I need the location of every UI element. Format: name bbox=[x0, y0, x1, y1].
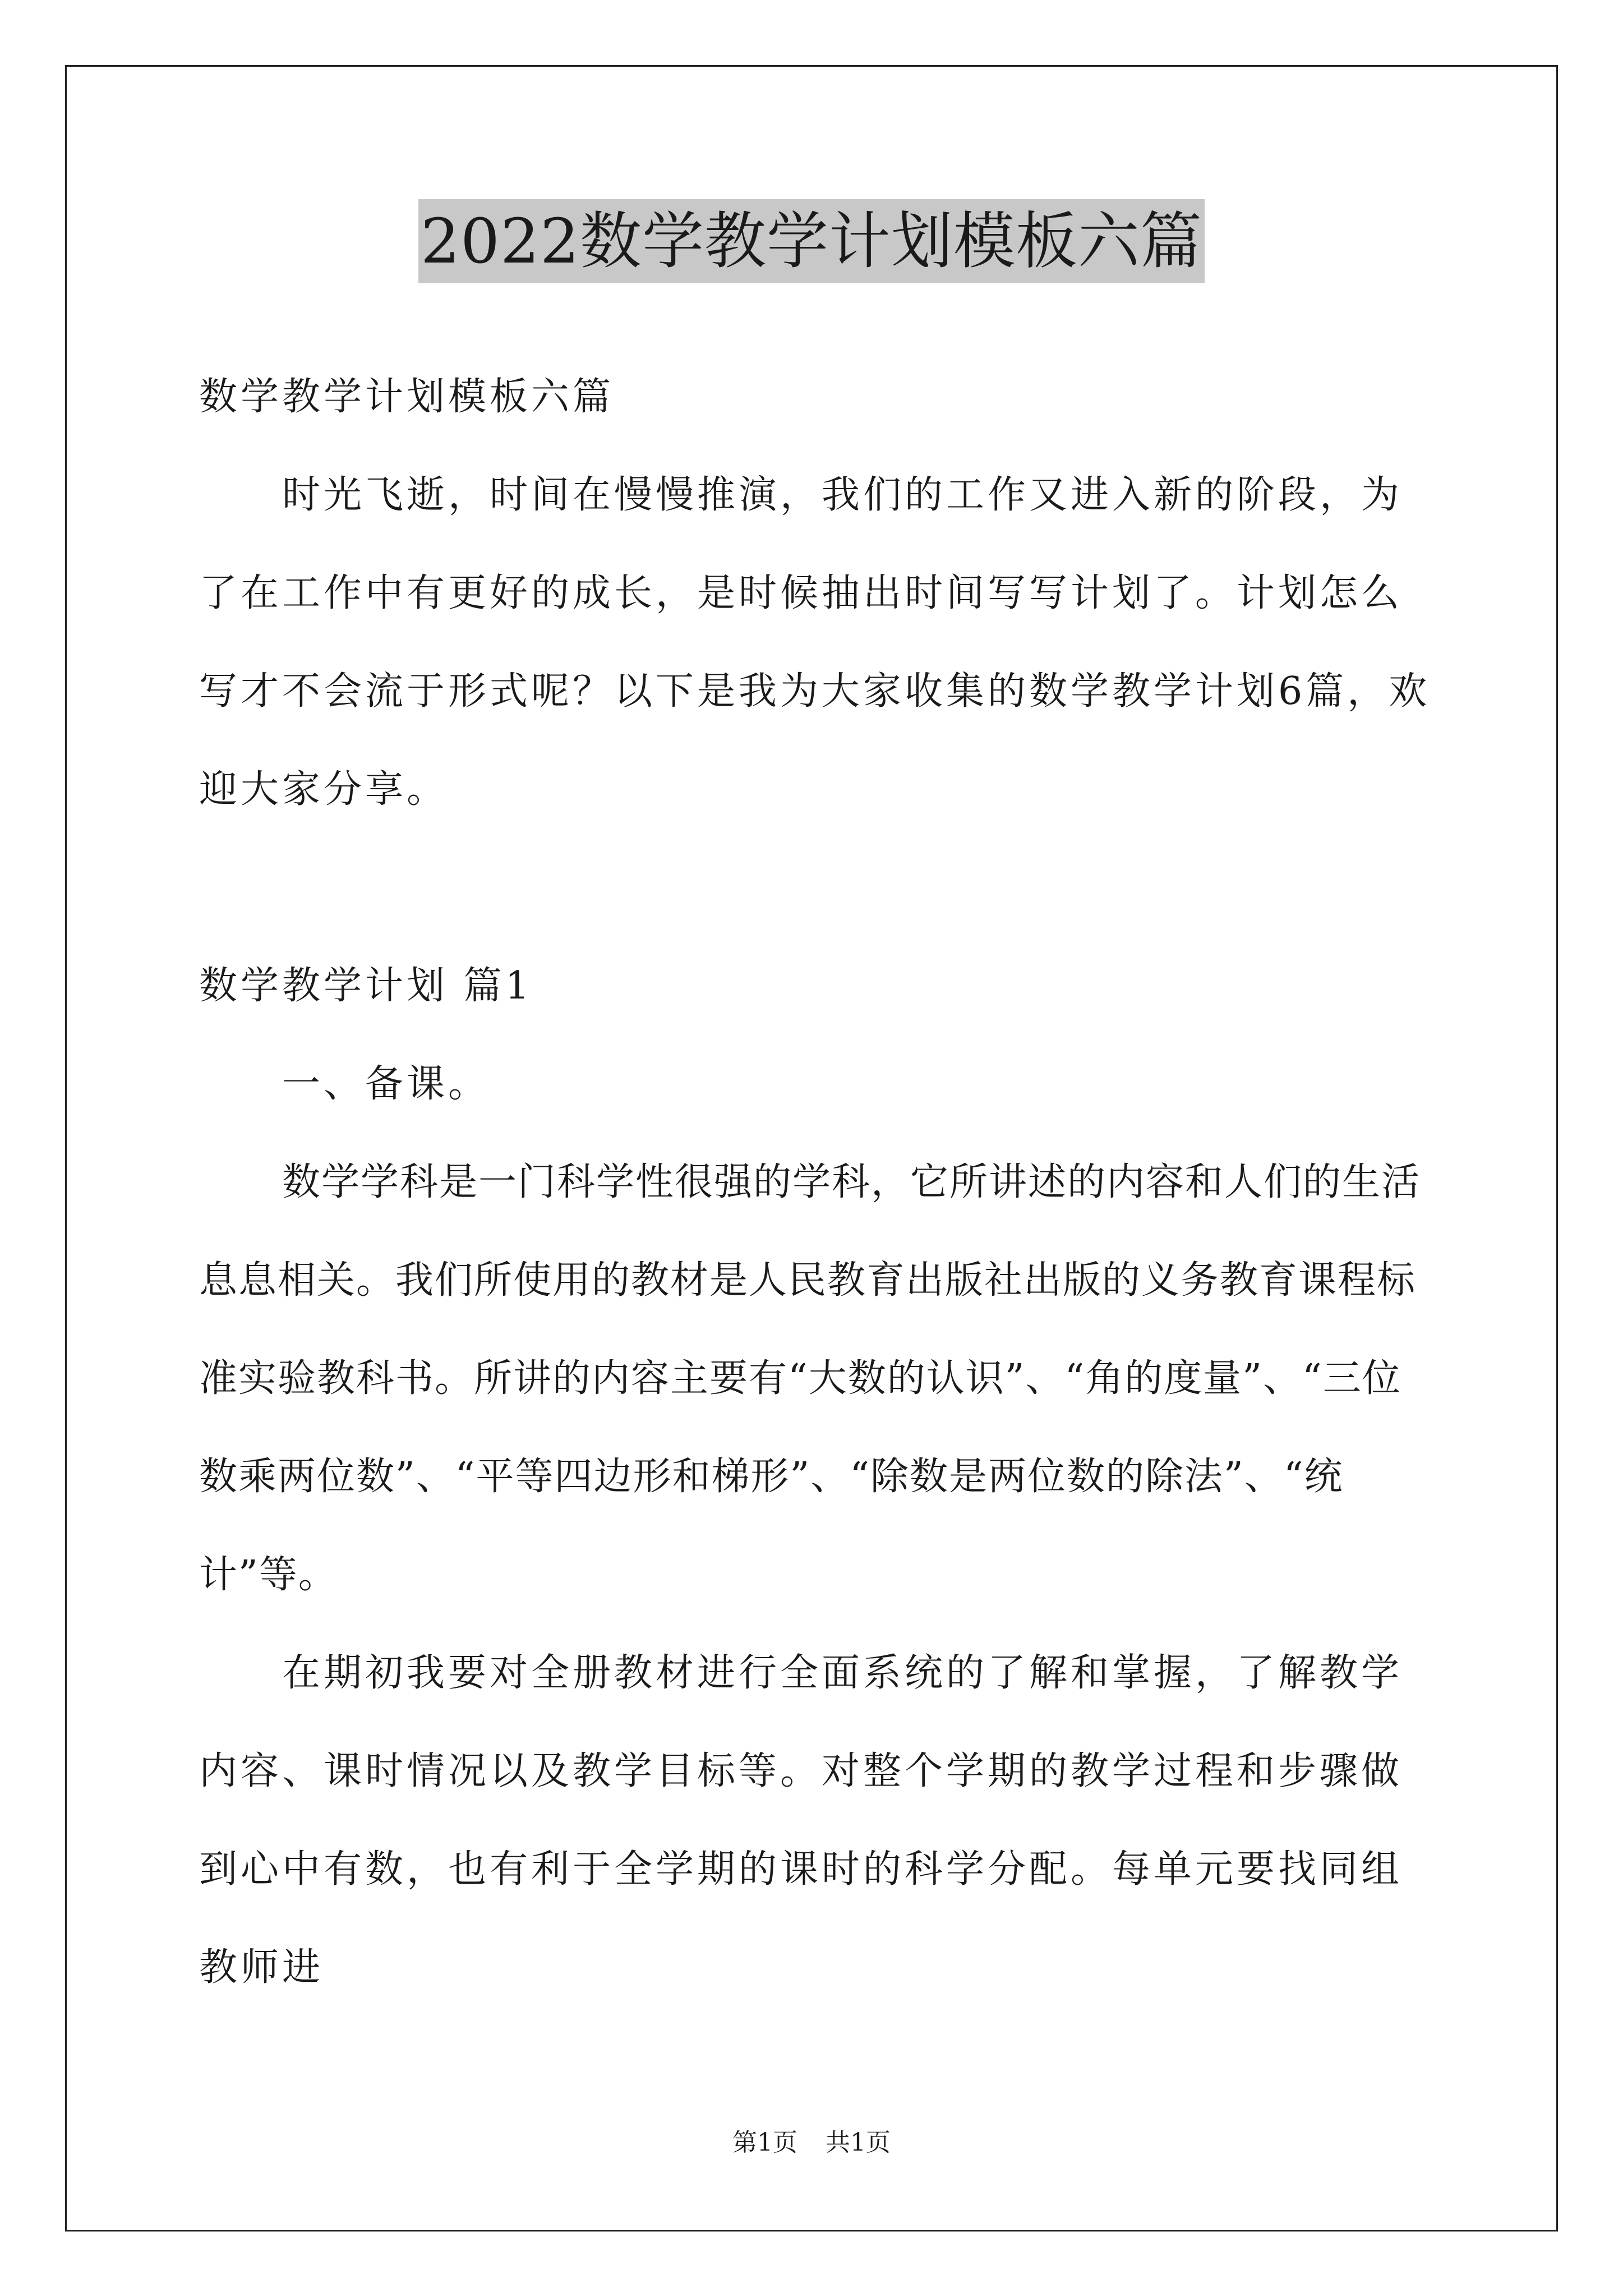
page-number-current: 第1页 bbox=[732, 2128, 797, 2157]
page-number-total: 共1页 bbox=[826, 2128, 891, 2157]
document-title: 2022数学教学计划模板六篇 bbox=[418, 199, 1205, 283]
section-gap bbox=[199, 839, 1433, 937]
section-item-heading: 一、备课。 bbox=[282, 1062, 490, 1106]
body-paragraph-1: 数学学科是一门科学性很强的学科，它所讲述的内容和人们的生活息息相关。我们所使用的教材是人民教育出版社出版的义务教育课程标准实验教科书。所讲的内容主要有“大数的认识”、“角的度量”、“三位数乘两位数”、“平等四边形和梯形”、“除数是两位数的除法”、“统计”等。 bbox=[199, 1160, 1421, 1597]
title-container bbox=[0, 199, 1623, 283]
intro-paragraph: 时光飞逝，时间在慢慢推演，我们的工作又进入新的阶段，为了在工作中有更好的成长，是时候抽出时间写写计划了。计划怎么写才不会流于形式呢？以下是我为大家收集的数学教学计划6篇，欢迎大家分享。 bbox=[199, 473, 1431, 812]
body-paragraph-2: 在期初我要对全册教材进行全面系统的了解和掌握，了解教学内容、课时情况以及教学目标等。对整个学期的教学过程和步骤做到心中有数，也有利于全学期的课时的科学分配。每单元要找同组教师进 bbox=[199, 1651, 1403, 1990]
document-subtitle: 数学教学计划模板六篇 bbox=[199, 375, 615, 419]
page-footer bbox=[0, 2126, 1623, 2160]
document-body bbox=[199, 348, 1433, 2017]
section-heading: 数学教学计划 篇1 bbox=[199, 964, 533, 1008]
